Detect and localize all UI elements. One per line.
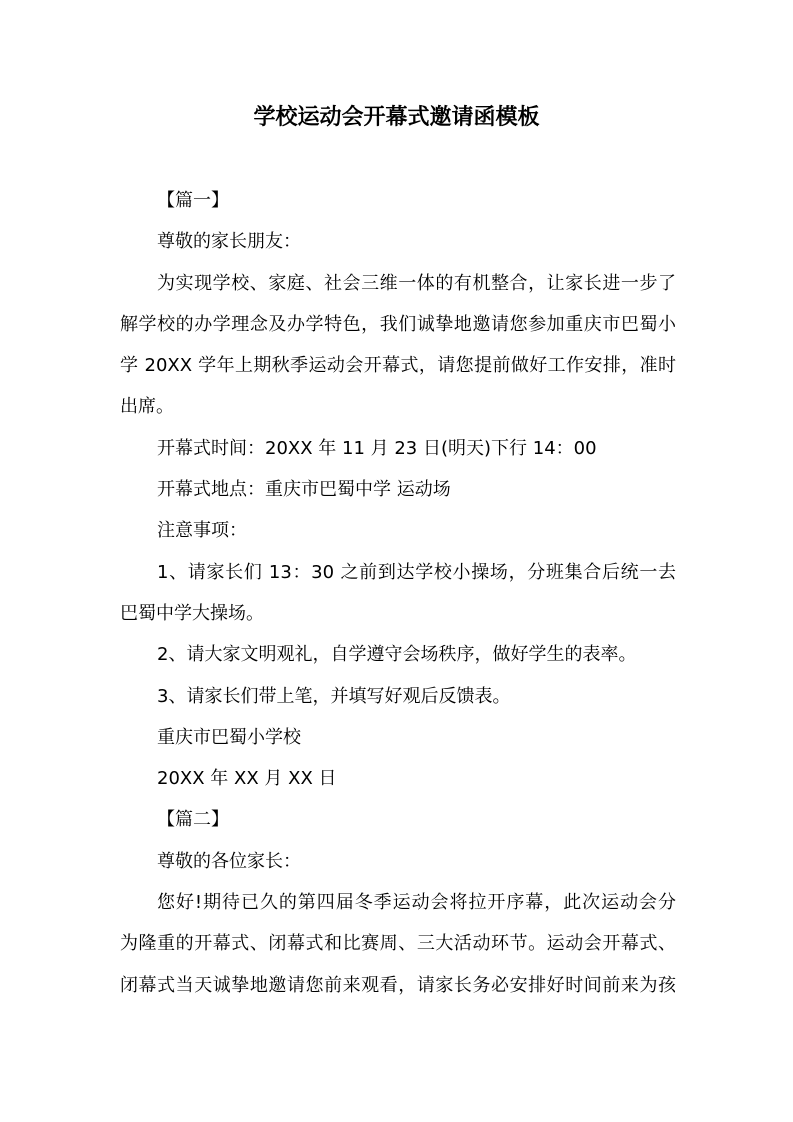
note-item-1-cont: 巴蜀中学大操场。 — [120, 602, 264, 624]
paragraph-line: 学 20XX 学年上期秋季运动会开幕式，请您提前做好工作安排，准时 — [120, 355, 676, 377]
paragraph-line: 闭幕式当天诚挚地邀请您前来观看，请家长务必安排好时间前来为孩 — [120, 974, 676, 996]
note-item-1: 1、请家长们 13：30 之前到达学校小操场，分班集合后统一去 — [157, 561, 676, 583]
note-item-3: 3、请家长们带上笔，并填写好观后反馈表。 — [157, 685, 511, 707]
paragraph-line: 解学校的办学理念及办学特色，我们诚挚地邀请您参加重庆市巴蜀小 — [120, 313, 676, 335]
salutation-2: 尊敬的各位家长： — [157, 850, 301, 872]
signature-date: 20XX 年 XX 月 XX 日 — [157, 768, 337, 790]
salutation-1: 尊敬的家长朋友： — [157, 231, 301, 253]
paragraph-line: 为隆重的开幕式、闭幕式和比赛周、三大活动环节。运动会开幕式、 — [120, 933, 676, 955]
paragraph-line: 出席。 — [120, 396, 174, 418]
section-heading-1: 【篇一】 — [157, 190, 229, 211]
document-title: 学校运动会开幕式邀请函模板 — [253, 105, 540, 130]
note-item-2: 2、请大家文明观礼，自学遵守会场秩序，做好学生的表率。 — [157, 644, 637, 666]
signature-org: 重庆市巴蜀小学校 — [157, 726, 301, 748]
event-location: 开幕式地点：重庆市巴蜀中学 运动场 — [157, 479, 451, 501]
paragraph-line: 为实现学校、家庭、社会三维一体的有机整合，让家长进一步了 — [157, 272, 676, 294]
notes-heading: 注意事项： — [157, 520, 247, 542]
event-time: 开幕式时间：20XX 年 11 月 23 日(明天)下行 14：00 — [157, 437, 597, 459]
section-heading-2: 【篇二】 — [157, 809, 229, 831]
paragraph-line: 您好!期待已久的第四届冬季运动会将拉开序幕，此次运动会分 — [157, 892, 676, 914]
document-body — [120, 180, 676, 1006]
